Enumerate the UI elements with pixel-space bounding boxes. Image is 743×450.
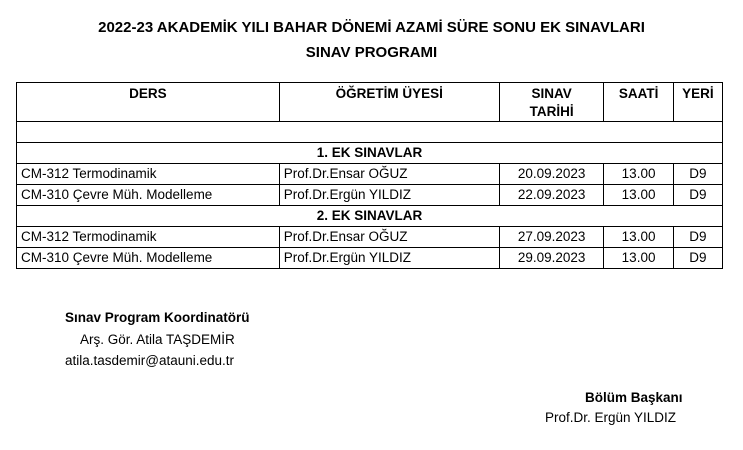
header-ders: DERS [17,83,280,122]
section-label: 1. EK SINAVLAR [17,143,723,164]
cell-ogretim-uyesi: Prof.Dr.Ergün YILDIZ [279,248,499,269]
document-subtitle: SINAV PROGRAMI [305,44,438,61]
cell-saat: 13.00 [604,164,673,185]
header-sinav-tarihi-line1: SINAV [531,86,572,101]
cell-ders: CM-310 Çevre Müh. Modelleme [17,185,280,206]
cell-tarih: 22.09.2023 [499,185,604,206]
cell-tarih: 20.09.2023 [499,164,604,185]
exam-schedule-table [16,82,723,269]
cell-ogretim-uyesi: Prof.Dr.Ergün YILDIZ [279,185,499,206]
coordinator-title: Sınav Program Koordinatörü [65,310,250,325]
cell-ders: CM-312 Termodinamik [17,164,280,185]
table-header-row [17,83,723,122]
section-label: 2. EK SINAVLAR [17,206,723,227]
section-header-row [17,143,723,164]
spacer-row [17,122,723,143]
cell-yer: D9 [673,227,722,248]
table-row [17,248,723,269]
header-sinav-tarihi [499,83,604,122]
table-row [17,164,723,185]
cell-ders: CM-310 Çevre Müh. Modelleme [17,248,280,269]
cell-tarih: 27.09.2023 [499,227,604,248]
cell-ogretim-uyesi: Prof.Dr.Ensar OĞUZ [279,227,499,248]
header-yeri: YERİ [673,83,722,122]
department-head-title: Bölüm Başkanı [585,390,683,405]
cell-ogretim-uyesi: Prof.Dr.Ensar OĞUZ [279,164,499,185]
header-saati: SAATİ [604,83,673,122]
header-sinav-tarihi-line2: TARİHİ [529,104,574,119]
department-head-name: Prof.Dr. Ergün YILDIZ [545,410,677,425]
document-title: 2022-23 AKADEMİK YILI BAHAR DÖNEMİ AZAMİ SÜRE SONU EK SINAVLARI [98,19,645,36]
table-row [17,185,723,206]
coordinator-email[interactable]: atila.tasdemir@atauni.edu.tr [65,353,235,368]
cell-yer: D9 [673,185,722,206]
cell-ders: CM-312 Termodinamik [17,227,280,248]
cell-yer: D9 [673,248,722,269]
coordinator-name: Arş. Gör. Atila TAŞDEMİR [80,332,235,347]
table-row [17,227,723,248]
cell-saat: 13.00 [604,185,673,206]
cell-yer: D9 [673,164,722,185]
section-header-row [17,206,723,227]
cell-saat: 13.00 [604,248,673,269]
cell-tarih: 29.09.2023 [499,248,604,269]
cell-saat: 13.00 [604,227,673,248]
header-ogretim-uyesi: ÖĞRETİM ÜYESİ [279,83,499,122]
